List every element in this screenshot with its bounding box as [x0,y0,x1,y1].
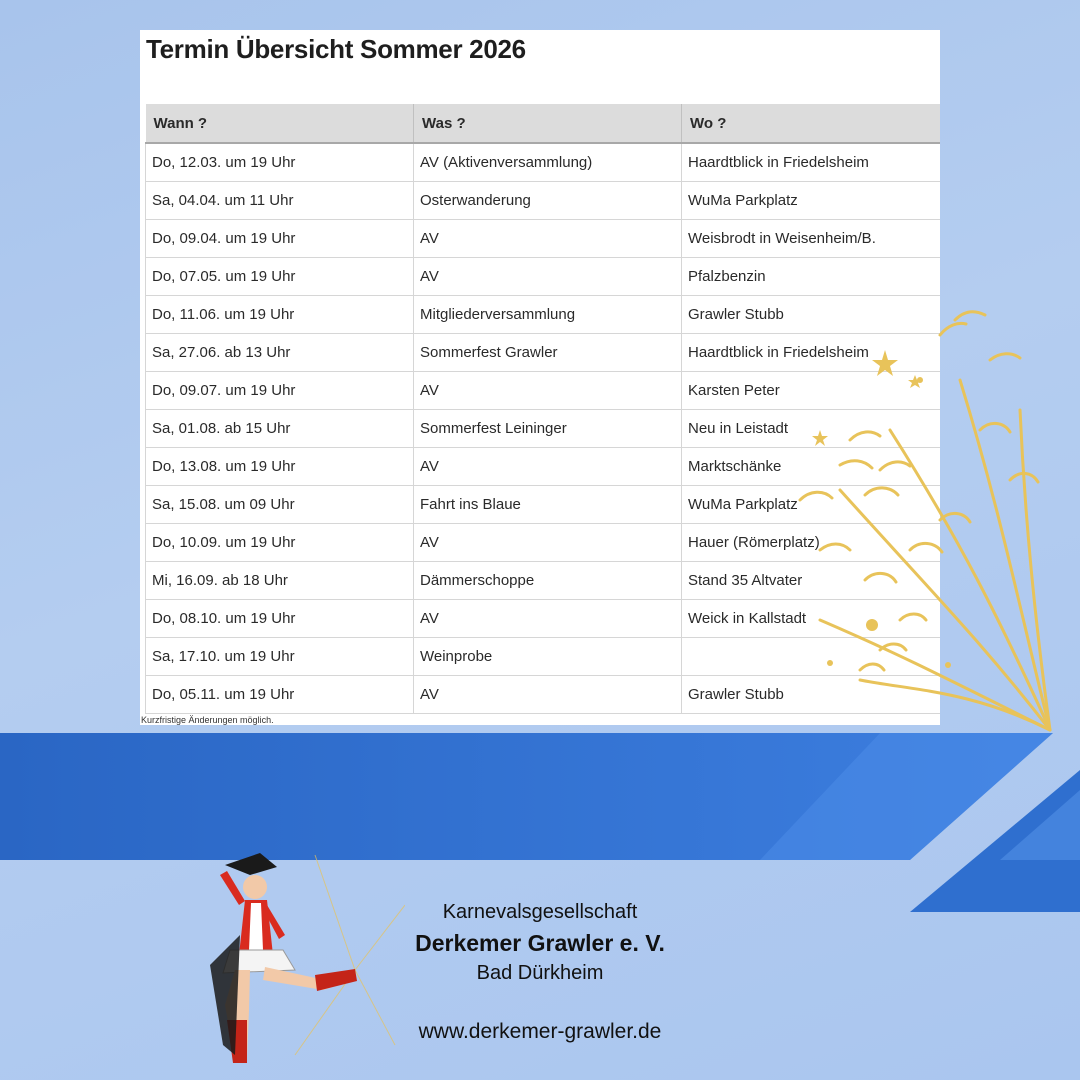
gold-fireworks-decoration-icon [780,290,1080,740]
table-row [146,220,941,258]
cell-when: Sa, 04.04. um 11 Uhr [146,182,414,220]
table-row [146,143,941,182]
cell-when: Sa, 15.08. um 09 Uhr [146,486,414,524]
cell-what: AV [414,258,682,296]
changes-note: Kurzfristige Änderungen möglich. [141,715,274,725]
cell-what: AV [414,524,682,562]
cell-when: Do, 12.03. um 19 Uhr [146,143,414,182]
cell-what: Weinprobe [414,638,682,676]
cell-what: AV [414,372,682,410]
table-header-row [146,104,941,143]
organization-type: Karnevalsgesellschaft [442,901,638,923]
cell-where: Haardtblick in Friedelsheim [682,143,941,182]
cell-what: AV [414,676,682,714]
cell-when: Sa, 01.08. ab 15 Uhr [146,410,414,448]
document-title: Termin Übersicht Sommer 2026 [146,34,526,64]
website-link[interactable]: www.derkemer-grawler.de [418,1020,662,1043]
column-header-when: Wann ? [146,104,414,143]
cell-what: AV (Aktivenversammlung) [414,143,682,182]
cell-when: Sa, 27.06. ab 13 Uhr [146,334,414,372]
organization-name: Derkemer Grawler e. V. [415,930,665,956]
cell-when: Do, 05.11. um 19 Uhr [146,676,414,714]
organization-city: Bad Dürkheim [476,962,604,984]
cell-where: Haardtblick in Friedelsheim [682,334,941,372]
cell-when: Do, 11.06. um 19 Uhr [146,296,414,334]
cell-where: Grawler Stubb [682,296,941,334]
cell-when: Do, 08.10. um 19 Uhr [146,600,414,638]
column-header-where: Wo ? [682,104,941,143]
cell-where: Pfalzbenzin [682,258,941,296]
cell-where: Neu in Leistadt [682,410,941,448]
cell-what: Osterwanderung [414,182,682,220]
cell-where: WuMa Parkplatz [682,182,941,220]
cell-what: AV [414,448,682,486]
cell-when: Do, 13.08. um 19 Uhr [146,448,414,486]
cell-what: Sommerfest Leininger [414,410,682,448]
cell-where: Karsten Peter [682,372,941,410]
column-header-what: Was ? [414,104,682,143]
cell-where: Stand 35 Altvater [682,562,941,600]
cell-what: Sommerfest Grawler [414,334,682,372]
cell-where: Hauer (Römerplatz) [682,524,941,562]
cell-where: Grawler Stubb [682,676,941,714]
cell-when: Do, 07.05. um 19 Uhr [146,258,414,296]
organization-block [340,898,740,1044]
cell-what: AV [414,220,682,258]
cell-where: Weick in Kallstadt [682,600,941,638]
cell-what: Fahrt ins Blaue [414,486,682,524]
cell-what: AV [414,600,682,638]
cell-where: Marktschänke [682,448,941,486]
cell-when: Mi, 16.09. ab 18 Uhr [146,562,414,600]
cell-when: Sa, 17.10. um 19 Uhr [146,638,414,676]
cell-where: Weisbrodt in Weisenheim/B. [682,220,941,258]
table-row [146,182,941,220]
cell-where: WuMa Parkplatz [682,486,941,524]
cell-when: Do, 10.09. um 19 Uhr [146,524,414,562]
cell-when: Do, 09.04. um 19 Uhr [146,220,414,258]
cell-what: Dämmerschoppe [414,562,682,600]
cell-what: Mitgliederversammlung [414,296,682,334]
cell-when: Do, 09.07. um 19 Uhr [146,372,414,410]
